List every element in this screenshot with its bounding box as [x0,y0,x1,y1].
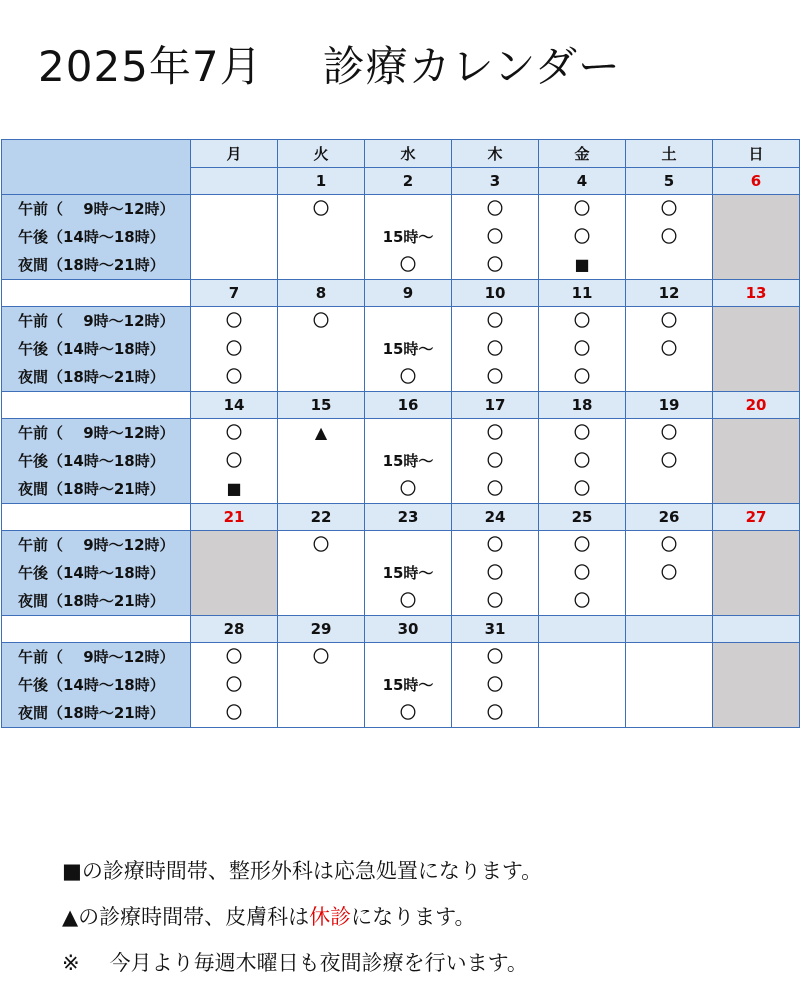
slot-mark: 〇 [486,535,503,554]
session-labels [2,307,191,392]
session-row [2,195,800,280]
session-label: 夜間（18時～21時） [18,368,165,386]
date-cell: 25 [539,504,626,531]
date-cell: 30 [365,616,452,643]
slot-cell [452,307,539,392]
slot-cell [278,531,365,616]
header-corner [2,140,191,195]
slot-mark [278,363,364,391]
date-cell: 26 [626,504,713,531]
slot-mark [191,223,277,251]
session-label: 夜間（18時～21時） [18,480,165,498]
slot-mark: 15時～ [382,228,434,246]
date-row-spacer [2,392,191,419]
slot-mark: 〇 [486,647,503,666]
slot-mark: 〇 [312,311,329,330]
weekday-header-row [2,140,800,168]
date-cell: 23 [365,504,452,531]
slot-cell [452,531,539,616]
slot-mark [626,475,712,503]
slot-mark [278,251,364,279]
date-cell: 5 [626,168,713,195]
weekday-header: 日 [713,140,800,168]
slot-mark: 〇 [573,227,590,246]
slot-mark [278,587,364,615]
slot-mark [626,251,712,279]
date-cell: 18 [539,392,626,419]
slot-mark: 〇 [660,339,677,358]
slot-mark [713,531,799,559]
slot-mark [713,307,799,335]
date-cell: 20 [713,392,800,419]
slot-cell [278,195,365,280]
slot-mark: 〇 [660,311,677,330]
slot-cell [626,307,713,392]
date-cell: 19 [626,392,713,419]
slot-mark: 〇 [399,367,416,386]
slot-mark [626,671,712,699]
slot-mark [191,531,277,559]
slot-cell [452,419,539,504]
session-row [2,531,800,616]
slot-mark: ■ [226,479,242,498]
closed-text: 休診 [309,905,352,929]
date-cell: 2 [365,168,452,195]
session-labels [2,419,191,504]
slot-mark: 〇 [660,563,677,582]
slot-mark [278,475,364,503]
slot-mark: 〇 [486,227,503,246]
slot-cell [365,419,452,504]
session-label: 夜間（18時～21時） [18,704,165,722]
slot-cell [365,195,452,280]
slot-mark [365,419,451,447]
slot-mark: 〇 [486,311,503,330]
slot-cell [365,643,452,728]
session-label: 午前（ 9時～12時） [18,648,175,666]
session-label: 午前（ 9時～12時） [18,424,175,442]
date-cell: 9 [365,280,452,307]
date-cell [539,616,626,643]
weekday-header: 土 [626,140,713,168]
slot-mark [539,699,625,727]
slot-mark [713,223,799,251]
slot-mark: 〇 [486,339,503,358]
date-cell: 22 [278,504,365,531]
session-labels [2,195,191,280]
slot-mark: 〇 [312,199,329,218]
slot-mark [713,251,799,279]
date-cell: 14 [191,392,278,419]
slot-cell [278,643,365,728]
slot-cell [539,419,626,504]
slot-mark: 15時～ [382,452,434,470]
slot-cell [713,419,800,504]
session-label: 午前（ 9時～12時） [18,536,175,554]
date-cell: 8 [278,280,365,307]
date-cell: 11 [539,280,626,307]
session-label: 夜間（18時～21時） [18,256,165,274]
slot-mark: 〇 [486,479,503,498]
slot-mark: ▲ [314,423,328,442]
slot-cell [452,195,539,280]
slot-mark [626,363,712,391]
slot-mark: 〇 [660,535,677,554]
session-row [2,643,800,728]
slot-cell [278,419,365,504]
session-label: 午後（14時～18時） [18,564,165,582]
slot-mark [713,363,799,391]
slot-mark: 〇 [660,227,677,246]
slot-mark [713,335,799,363]
slot-mark [278,699,364,727]
date-row [2,616,800,643]
slot-mark [278,223,364,251]
note-line-3: ※ 今月より毎週木曜日も夜間診療を行います。 [62,951,528,975]
session-label: 午後（14時～18時） [18,340,165,358]
slot-cell [191,307,278,392]
session-label: 午前（ 9時～12時） [18,312,175,330]
slot-mark: 〇 [486,563,503,582]
slot-cell [539,307,626,392]
slot-cell [365,307,452,392]
session-labels [2,531,191,616]
slot-mark: 〇 [225,451,242,470]
slot-mark [626,699,712,727]
slot-mark: 〇 [225,703,242,722]
slot-cell [278,307,365,392]
slot-mark: 15時～ [382,676,434,694]
date-row-spacer [2,280,191,307]
date-row-spacer [2,504,191,531]
slot-cell [626,195,713,280]
date-cell: 4 [539,168,626,195]
slot-mark: 15時～ [382,340,434,358]
slot-mark: 〇 [573,339,590,358]
slot-mark [713,447,799,475]
slot-mark: 〇 [573,311,590,330]
slot-mark [713,559,799,587]
slot-cell [713,643,800,728]
date-cell [626,616,713,643]
slot-mark: 〇 [660,451,677,470]
slot-mark [713,419,799,447]
notes [62,850,542,988]
date-cell [191,168,278,195]
slot-mark: 〇 [486,703,503,722]
slot-mark [713,643,799,671]
slot-mark [278,671,364,699]
date-cell: 16 [365,392,452,419]
slot-mark: 〇 [573,423,590,442]
slot-mark [713,475,799,503]
session-row [2,419,800,504]
slot-mark: 〇 [225,311,242,330]
note-line-1: ■の診療時間帯、整形外科は応急処置になります。 [62,859,543,883]
weekday-header: 木 [452,140,539,168]
date-cell: 10 [452,280,539,307]
slot-mark [191,559,277,587]
slot-mark: 〇 [660,199,677,218]
weekday-header: 火 [278,140,365,168]
session-labels [2,643,191,728]
slot-mark: 〇 [573,367,590,386]
page-title [38,34,621,94]
slot-mark: 〇 [486,675,503,694]
slot-cell [539,643,626,728]
slot-cell [539,531,626,616]
slot-mark [278,559,364,587]
session-row [2,307,800,392]
slot-cell [191,643,278,728]
date-cell: 17 [452,392,539,419]
slot-mark: 〇 [399,255,416,274]
session-label: 午後（14時～18時） [18,676,165,694]
date-cell: 24 [452,504,539,531]
slot-cell [626,419,713,504]
slot-mark [626,643,712,671]
slot-mark: 〇 [486,255,503,274]
date-cell: 21 [191,504,278,531]
slot-cell [626,643,713,728]
slot-mark [365,643,451,671]
slot-mark: 〇 [225,339,242,358]
slot-mark: 〇 [225,367,242,386]
slot-mark: 〇 [573,563,590,582]
slot-cell [191,195,278,280]
slot-mark [278,447,364,475]
slot-mark: 〇 [573,591,590,610]
slot-cell [539,195,626,280]
note-line-2: ▲の診療時間帯、皮膚科は休診になります。 [62,905,476,929]
date-cell: 29 [278,616,365,643]
slot-cell [191,531,278,616]
slot-mark: 〇 [225,675,242,694]
slot-mark: 〇 [660,423,677,442]
slot-mark: 〇 [486,199,503,218]
date-cell: 3 [452,168,539,195]
date-cell: 31 [452,616,539,643]
slot-mark: 〇 [312,535,329,554]
date-row [2,280,800,307]
slot-mark: 〇 [486,367,503,386]
slot-mark: ■ [574,255,590,274]
slot-mark [626,587,712,615]
date-cell: 15 [278,392,365,419]
slot-mark: 15時～ [382,564,434,582]
slot-mark [539,671,625,699]
weekday-header: 金 [539,140,626,168]
slot-mark [713,587,799,615]
session-label: 夜間（18時～21時） [18,592,165,610]
slot-mark [539,643,625,671]
slot-cell [626,531,713,616]
weekday-header: 月 [191,140,278,168]
slot-mark [713,671,799,699]
slot-cell [191,419,278,504]
slot-cell [713,195,800,280]
slot-cell [713,531,800,616]
slot-mark: 〇 [573,535,590,554]
slot-mark: 〇 [573,479,590,498]
date-cell: 28 [191,616,278,643]
slot-mark: 〇 [399,479,416,498]
slot-mark [365,195,451,223]
calendar-table [1,139,800,728]
slot-mark [365,307,451,335]
slot-mark: 〇 [573,451,590,470]
slot-mark: 〇 [225,423,242,442]
slot-mark [713,195,799,223]
slot-mark [191,587,277,615]
slot-mark [278,335,364,363]
slot-mark [365,531,451,559]
slot-mark: 〇 [573,199,590,218]
date-row-spacer [2,616,191,643]
slot-mark: 〇 [486,423,503,442]
slot-mark [191,251,277,279]
weekday-header: 水 [365,140,452,168]
session-label: 午後（14時～18時） [18,228,165,246]
date-cell [713,616,800,643]
slot-mark: 〇 [486,591,503,610]
slot-cell [452,643,539,728]
session-label: 午前（ 9時～12時） [18,200,175,218]
slot-mark: 〇 [225,647,242,666]
slot-cell [713,307,800,392]
slot-mark [191,195,277,223]
date-cell: 7 [191,280,278,307]
slot-mark [713,699,799,727]
title-text: 診療カレンダー [322,42,621,91]
slot-cell [365,531,452,616]
date-row [2,392,800,419]
slot-mark: 〇 [486,451,503,470]
date-cell: 13 [713,280,800,307]
date-cell: 6 [713,168,800,195]
slot-mark: 〇 [399,591,416,610]
date-cell: 27 [713,504,800,531]
date-cell: 12 [626,280,713,307]
slot-mark: 〇 [399,703,416,722]
date-cell: 1 [278,168,365,195]
slot-mark: 〇 [312,647,329,666]
session-label: 午後（14時～18時） [18,452,165,470]
date-row [2,504,800,531]
title-month: 2025年7月 [38,42,263,91]
